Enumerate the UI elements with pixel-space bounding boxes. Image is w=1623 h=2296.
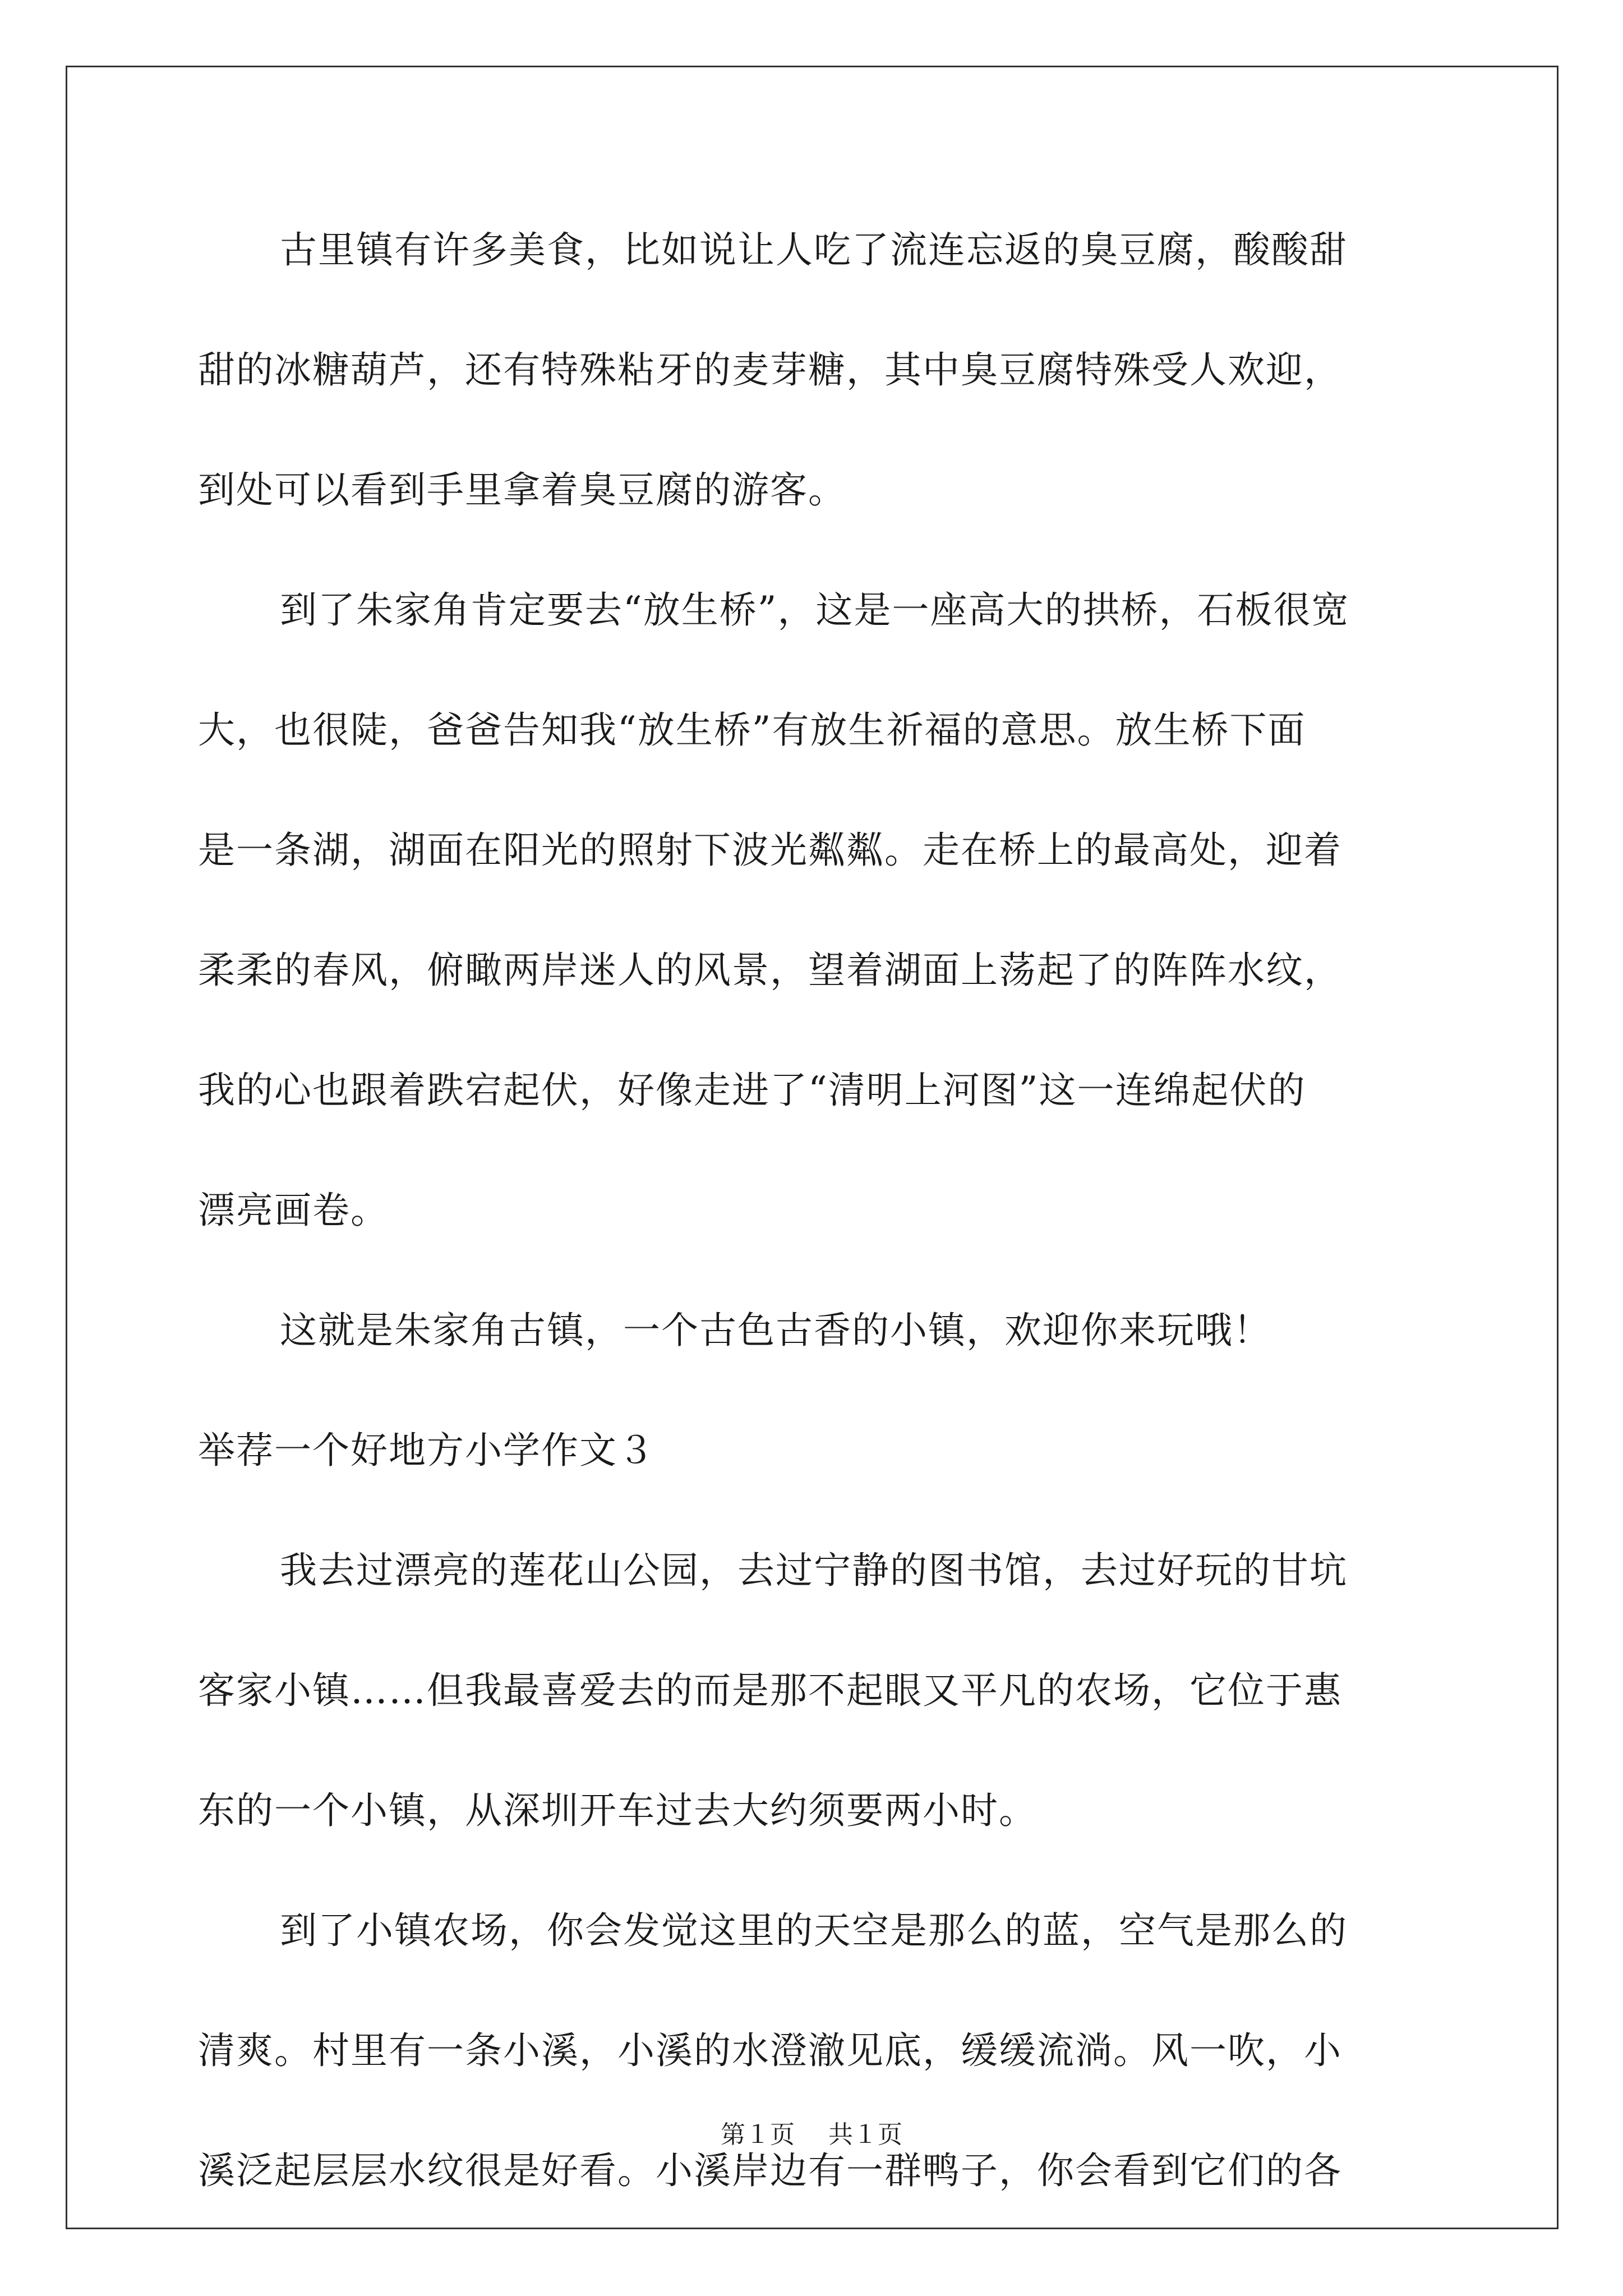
body-line: 是一条湖，湖面在阳光的照射下波光粼粼。走在桥上的最高处，迎着: [198, 829, 1342, 872]
body-line: 到了小镇农场，你会发觉这里的天空是那么的蓝，空气是那么的: [280, 1909, 1348, 1952]
body-line: 甜的冰糖葫芦，还有特殊粘牙的麦芽糖，其中臭豆腐特殊受人欢迎，: [198, 348, 1342, 392]
body-line: 东的一个小镇，从深圳开车过去大约须要两小时。: [198, 1789, 1037, 1832]
body-line: 清爽。村里有一条小溪，小溪的水澄澈见底，缓缓流淌。风一吹，小: [198, 2029, 1342, 2072]
page-footer: [0, 2119, 1623, 2151]
body-line: 客家小镇……但我最喜爱去的而是那不起眼又平凡的农场，它位于惠: [198, 1669, 1342, 1712]
body-line: 柔柔的春风，俯瞰两岸迷人的风景，望着湖面上荡起了的阵阵水纹，: [198, 949, 1342, 992]
body-line: 古里镇有许多美食，比如说让人吃了流连忘返的臭豆腐，酸酸甜: [280, 228, 1348, 272]
body-line: 这就是朱家角古镇，一个古色古香的小镇，欢迎你来玩哦！: [280, 1309, 1271, 1352]
page-number-current: 第１页: [721, 2120, 795, 2149]
page-number-total: 共１页: [828, 2120, 902, 2149]
section-heading: 举荐一个好地方小学作文３: [198, 1429, 656, 1472]
body-line: 大，也很陡，爸爸告知我“放生桥”有放生祈福的意思。放生桥下面: [198, 708, 1306, 752]
body-line: 我去过漂亮的莲花山公园，去过宁静的图书馆，去过好玩的甘坑: [280, 1549, 1348, 1592]
body-line: 到了朱家角肯定要去“放生桥”，这是一座高大的拱桥，石板很宽: [280, 588, 1350, 632]
body-line: 溪泛起层层水纹很是好看。小溪岸边有一群鸭子，你会看到它们的各: [198, 2149, 1342, 2192]
body-line: 漂亮画卷。: [198, 1189, 389, 1232]
body-line: 我的心也跟着跌宕起伏，好像走进了“清明上河图”这一连绵起伏的: [198, 1069, 1306, 1112]
document-body: [198, 213, 1426, 2254]
body-line: 到处可以看到手里拿着臭豆腐的游客。: [198, 468, 846, 512]
